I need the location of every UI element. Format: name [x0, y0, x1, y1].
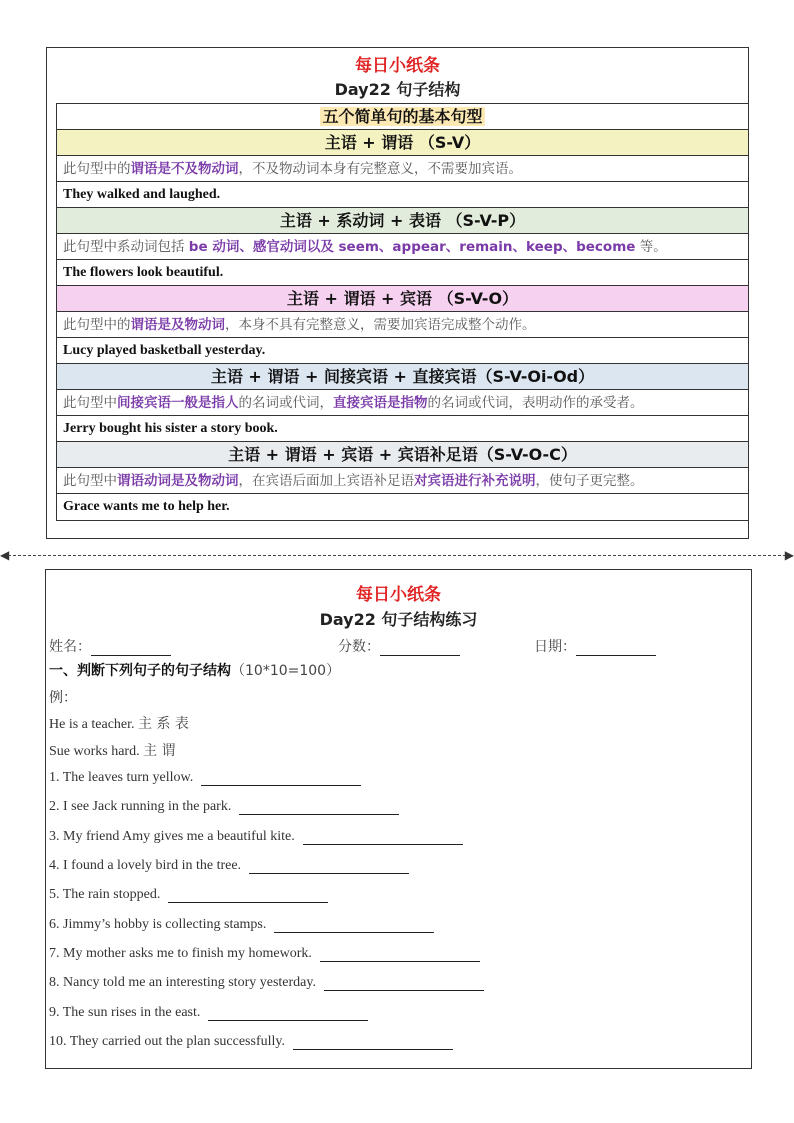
arrow-right-icon: ▶: [784, 548, 794, 562]
example-item: Sue works hard. 主 谓: [49, 743, 176, 759]
score-field: [338, 636, 460, 656]
answer-blank[interactable]: [293, 1033, 453, 1050]
question-item: 6. Jimmy’s hobby is collecting stamps.: [49, 916, 434, 933]
name-label: 姓名：: [49, 639, 91, 655]
answer-blank[interactable]: [324, 974, 484, 991]
pattern-header-svoc: 主语 + 谓语 + 宾语 + 宾语补足语（S-V-O-C）: [57, 442, 748, 468]
question-item: 8. Nancy told me an interesting story yesterday.: [49, 974, 484, 991]
table-main-header-text: 五个简单句的基本句型: [322, 107, 483, 126]
example-answer: 主 系 表: [138, 716, 189, 732]
date-label: 日期：: [534, 639, 576, 655]
question-item: 5. The rain stopped.: [49, 886, 328, 903]
table-main-header: [57, 104, 748, 130]
pattern-header-sv: 主语 + 谓语 （S-V）: [57, 130, 748, 156]
pattern-header-svp: 主语 + 系动词 + 表语 （S-V-P）: [57, 208, 748, 234]
example-label: 例：: [49, 691, 77, 706]
sentence-pattern-table: [56, 103, 749, 521]
question-item: 3. My friend Amy gives me a beautiful kite.: [49, 828, 463, 845]
date-blank[interactable]: [576, 639, 656, 656]
card-title: Day22 句子结构练习: [319, 610, 478, 629]
name-field: [49, 636, 171, 656]
question-item: 4. I found a lovely bird in the tree.: [49, 857, 409, 874]
summary-card: [46, 47, 749, 539]
highlight: 间接宾语一般是指人: [117, 395, 239, 411]
section-heading: 一、判断下列句子的句子结构（10*10=100）: [49, 663, 341, 679]
arrow-left-icon: ◀: [0, 548, 10, 562]
question-item: 9. The sun rises in the east.: [49, 1004, 368, 1021]
date-field: [534, 636, 656, 656]
answer-blank[interactable]: [274, 916, 434, 933]
pattern-example-sv: They walked and laughed.: [57, 182, 748, 208]
question-item: 1. The leaves turn yellow.: [49, 769, 361, 786]
answer-blank[interactable]: [208, 1004, 368, 1021]
name-blank[interactable]: [91, 639, 171, 656]
highlight: be 动词、感官动词以及 seem、appear、remain、keep、become: [188, 239, 636, 255]
answer-blank[interactable]: [249, 857, 409, 874]
pattern-desc-svoiod: 此句型中间接宾语一般是指人的名词或代词，直接宾语是指物的名词或代词，表明动作的承受者。: [57, 390, 748, 416]
answer-blank[interactable]: [320, 945, 480, 962]
pattern-desc-svp: 此句型中系动词包括 be 动词、感官动词以及 seem、appear、remain、keep、become 等。: [57, 234, 748, 260]
pattern-desc-sv: 此句型中的谓语是不及物动词，不及物动词本身有完整意义，不需要加宾语。: [57, 156, 748, 182]
card-title: Day22 句子结构: [334, 80, 461, 99]
score-label: 分数：: [338, 639, 380, 655]
question-item: 2. I see Jack running in the park.: [49, 798, 399, 815]
question-item: 7. My mother asks me to finish my homework.: [49, 945, 480, 962]
pattern-example-svp: The flowers look beautiful.: [57, 260, 748, 286]
highlight: 对宾语进行补充说明: [414, 473, 536, 489]
pattern-example-svoc: Grace wants me to help her.: [63, 499, 230, 514]
highlight: 谓语是及物动词: [130, 317, 225, 333]
exercise-card: [45, 569, 752, 1069]
pattern-example-svo: Lucy played basketball yesterday.: [57, 338, 748, 364]
example-answer: 主 谓: [143, 743, 176, 759]
highlight: 谓语动词是及物动词: [117, 473, 239, 489]
score-blank[interactable]: [380, 639, 460, 656]
section-score-note: （10*10=100）: [231, 663, 341, 679]
brand-title: 每日小纸条: [356, 585, 441, 605]
answer-blank[interactable]: [201, 769, 361, 786]
example-item: He is a teacher. 主 系 表: [49, 716, 189, 732]
highlight: 直接宾语是指物: [333, 395, 428, 411]
highlight: 谓语是不及物动词: [130, 161, 239, 177]
brand-title: 每日小纸条: [355, 56, 440, 76]
cut-line-divider: [8, 555, 786, 556]
question-item: 10. They carried out the plan successfully.: [49, 1033, 453, 1050]
answer-blank[interactable]: [303, 828, 463, 845]
answer-blank[interactable]: [168, 886, 328, 903]
answer-blank[interactable]: [239, 798, 399, 815]
pattern-header-svoiod: 主语 + 谓语 + 间接宾语 + 直接宾语（S-V-Oi-Od）: [57, 364, 748, 390]
pattern-header-svo: 主语 + 谓语 + 宾语 （S-V-O）: [57, 286, 748, 312]
pattern-example-svoiod: Jerry bought his sister a story book.: [57, 416, 748, 442]
pattern-desc-svoc: 此句型中谓语动词是及物动词，在宾语后面加上宾语补足语对宾语进行补充说明，使句子更完整。: [57, 468, 748, 494]
pattern-desc-svo: 此句型中的谓语是及物动词，本身不具有完整意义，需要加宾语完成整个动作。: [57, 312, 748, 338]
